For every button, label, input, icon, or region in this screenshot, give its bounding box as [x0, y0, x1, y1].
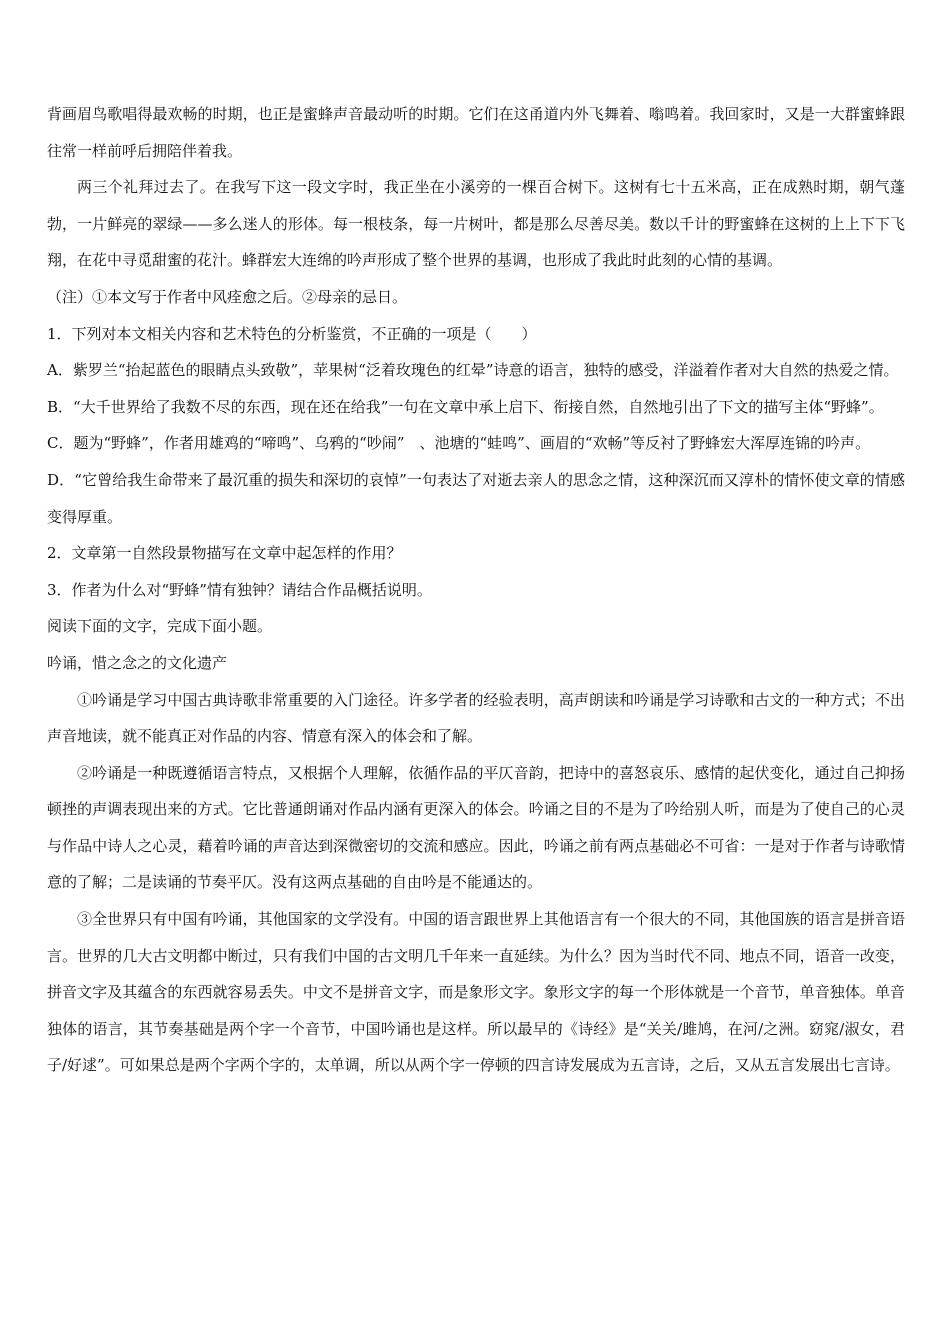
article-paragraph-3: ③全世界只有中国有吟诵，其他国家的文学没有。中国的语言跟世界上其他语言有一个很大的不同，其他国族的语言是拼音语言。世界的几大古文明都中断过，只有我们中国的古文明几千年来一直延续。为什么？因为当时代不同、地点不同，语音一改变，拼音文字及其蕴含的东西就容易丢失。中文不是拼音文字，而是象形文字。象形文字的每一个形体就是一个音节，单音独体。单音独体的语言，其节奏基础是两个字一个音节，中国吟诵也是这样。所以最早的《诗经》是“关关/雎鸠，在河/之洲。窈窕/淑女，君子/好逑”。可如果总是两个字两个字的，太单调，所以从两个字一停顿的四言诗发展成为五言诗，之后，又从五言发展出七言诗。 [47, 910, 905, 1075]
article-paragraph-1: ①吟诵是学习中国古典诗歌非常重要的入门途径。许多学者的经验表明，高声朗读和吟诵是学习诗歌和古文的一种方式；不出声音地读，就不能真正对作品的内容、情意有深入的体会和了解。 [47, 690, 905, 746]
option-c: C．题为“野蜂”，作者用雄鸡的“啼鸣”、乌鸦的“吵闹” 、池塘的“蛙鸣”、画眉的“欢畅”等反衬了野蜂宏大浑厚连锦的吟声。 [47, 434, 871, 453]
question-2: 2．文章第一自然段景物描写在文章中起怎样的作用？ [47, 544, 402, 563]
option-d: D．“它曾给我生命带来了最沉重的损失和深切的哀悼”一句表达了对逝去亲人的思念之情，这种深沉而又淳朴的情怀使文章的情感变得厚重。 [47, 470, 905, 526]
passage-note: （注）①本文写于作者中风痊愈之后。②母亲的忌日。 [47, 287, 408, 306]
option-b: B．“大千世界给了我数不尽的东西，现在还在给我”一句在文章中承上启下、衔接自然，自然地引出了下文的描写主体“野蜂”。 [47, 397, 884, 416]
passage-paragraph-continued: 背画眉鸟歌唱得最欢畅的时期，也正是蜜蜂声音最动听的时期。它们在这甬道内外飞舞着、嗡鸣着。我回家时，又是一大群蜜蜂跟往常一样前呼后拥陪伴着我。 [47, 105, 905, 160]
article-paragraph-2: ②吟诵是一种既遵循语言特点，又根据个人理解，依循作品的平仄音韵，把诗中的喜怒哀乐、感情的起伏变化，通过自己抑扬顿挫的声调表现出来的方式。它比普通朗诵对作品内涵有更深入的体会。吟诵之目的不是为了吟给别人听，而是为了使自己的心灵与作品中诗人之心灵，藉着吟诵的声音达到深微密切的交流和感应。因此，吟诵之前有两点基础必不可省：一是对于作者与诗歌情意的了解；二是读诵的节奏平仄。没有这两点基础的自由吟是不能通达的。 [47, 763, 905, 892]
option-a: A．紫罗兰“抬起蓝色的眼睛点头致敬”，苹果树“泛着玫瑰色的红晕”诗意的语言，独特的感受，洋溢着作者对大自然的热爱之情。 [47, 361, 899, 380]
question-3: 3．作者为什么对“野蜂”情有独钟？请结合作品概括说明。 [47, 580, 432, 599]
passage-paragraph: 两三个礼拜过去了。在我写下这一段文字时，我正坐在小溪旁的一棵百合树下。这树有七十五米高，正在成熟时期，朝气蓬勃，一片鲜亮的翠绿——多么迷人的形体。每一根枝条，每一片树叶，都是那么尽善尽美。数以千计的野蜜蜂在这树的上上下下飞翔，在花中寻觅甜蜜的花汁。蜂群宏大连绵的吟声形成了整个世界的基调，也形成了我此时此刻的心情的基调。 [47, 178, 905, 270]
article-title: 吟诵，惜之念之的文化遗产 [47, 653, 228, 672]
question-1: 1．下列对本文相关内容和艺术特色的分析鉴赏，不正确的一项是（ ） [47, 324, 537, 343]
document-page [47, 96, 905, 1084]
reading-instruction: 阅读下面的文字，完成下面小题。 [47, 617, 273, 636]
